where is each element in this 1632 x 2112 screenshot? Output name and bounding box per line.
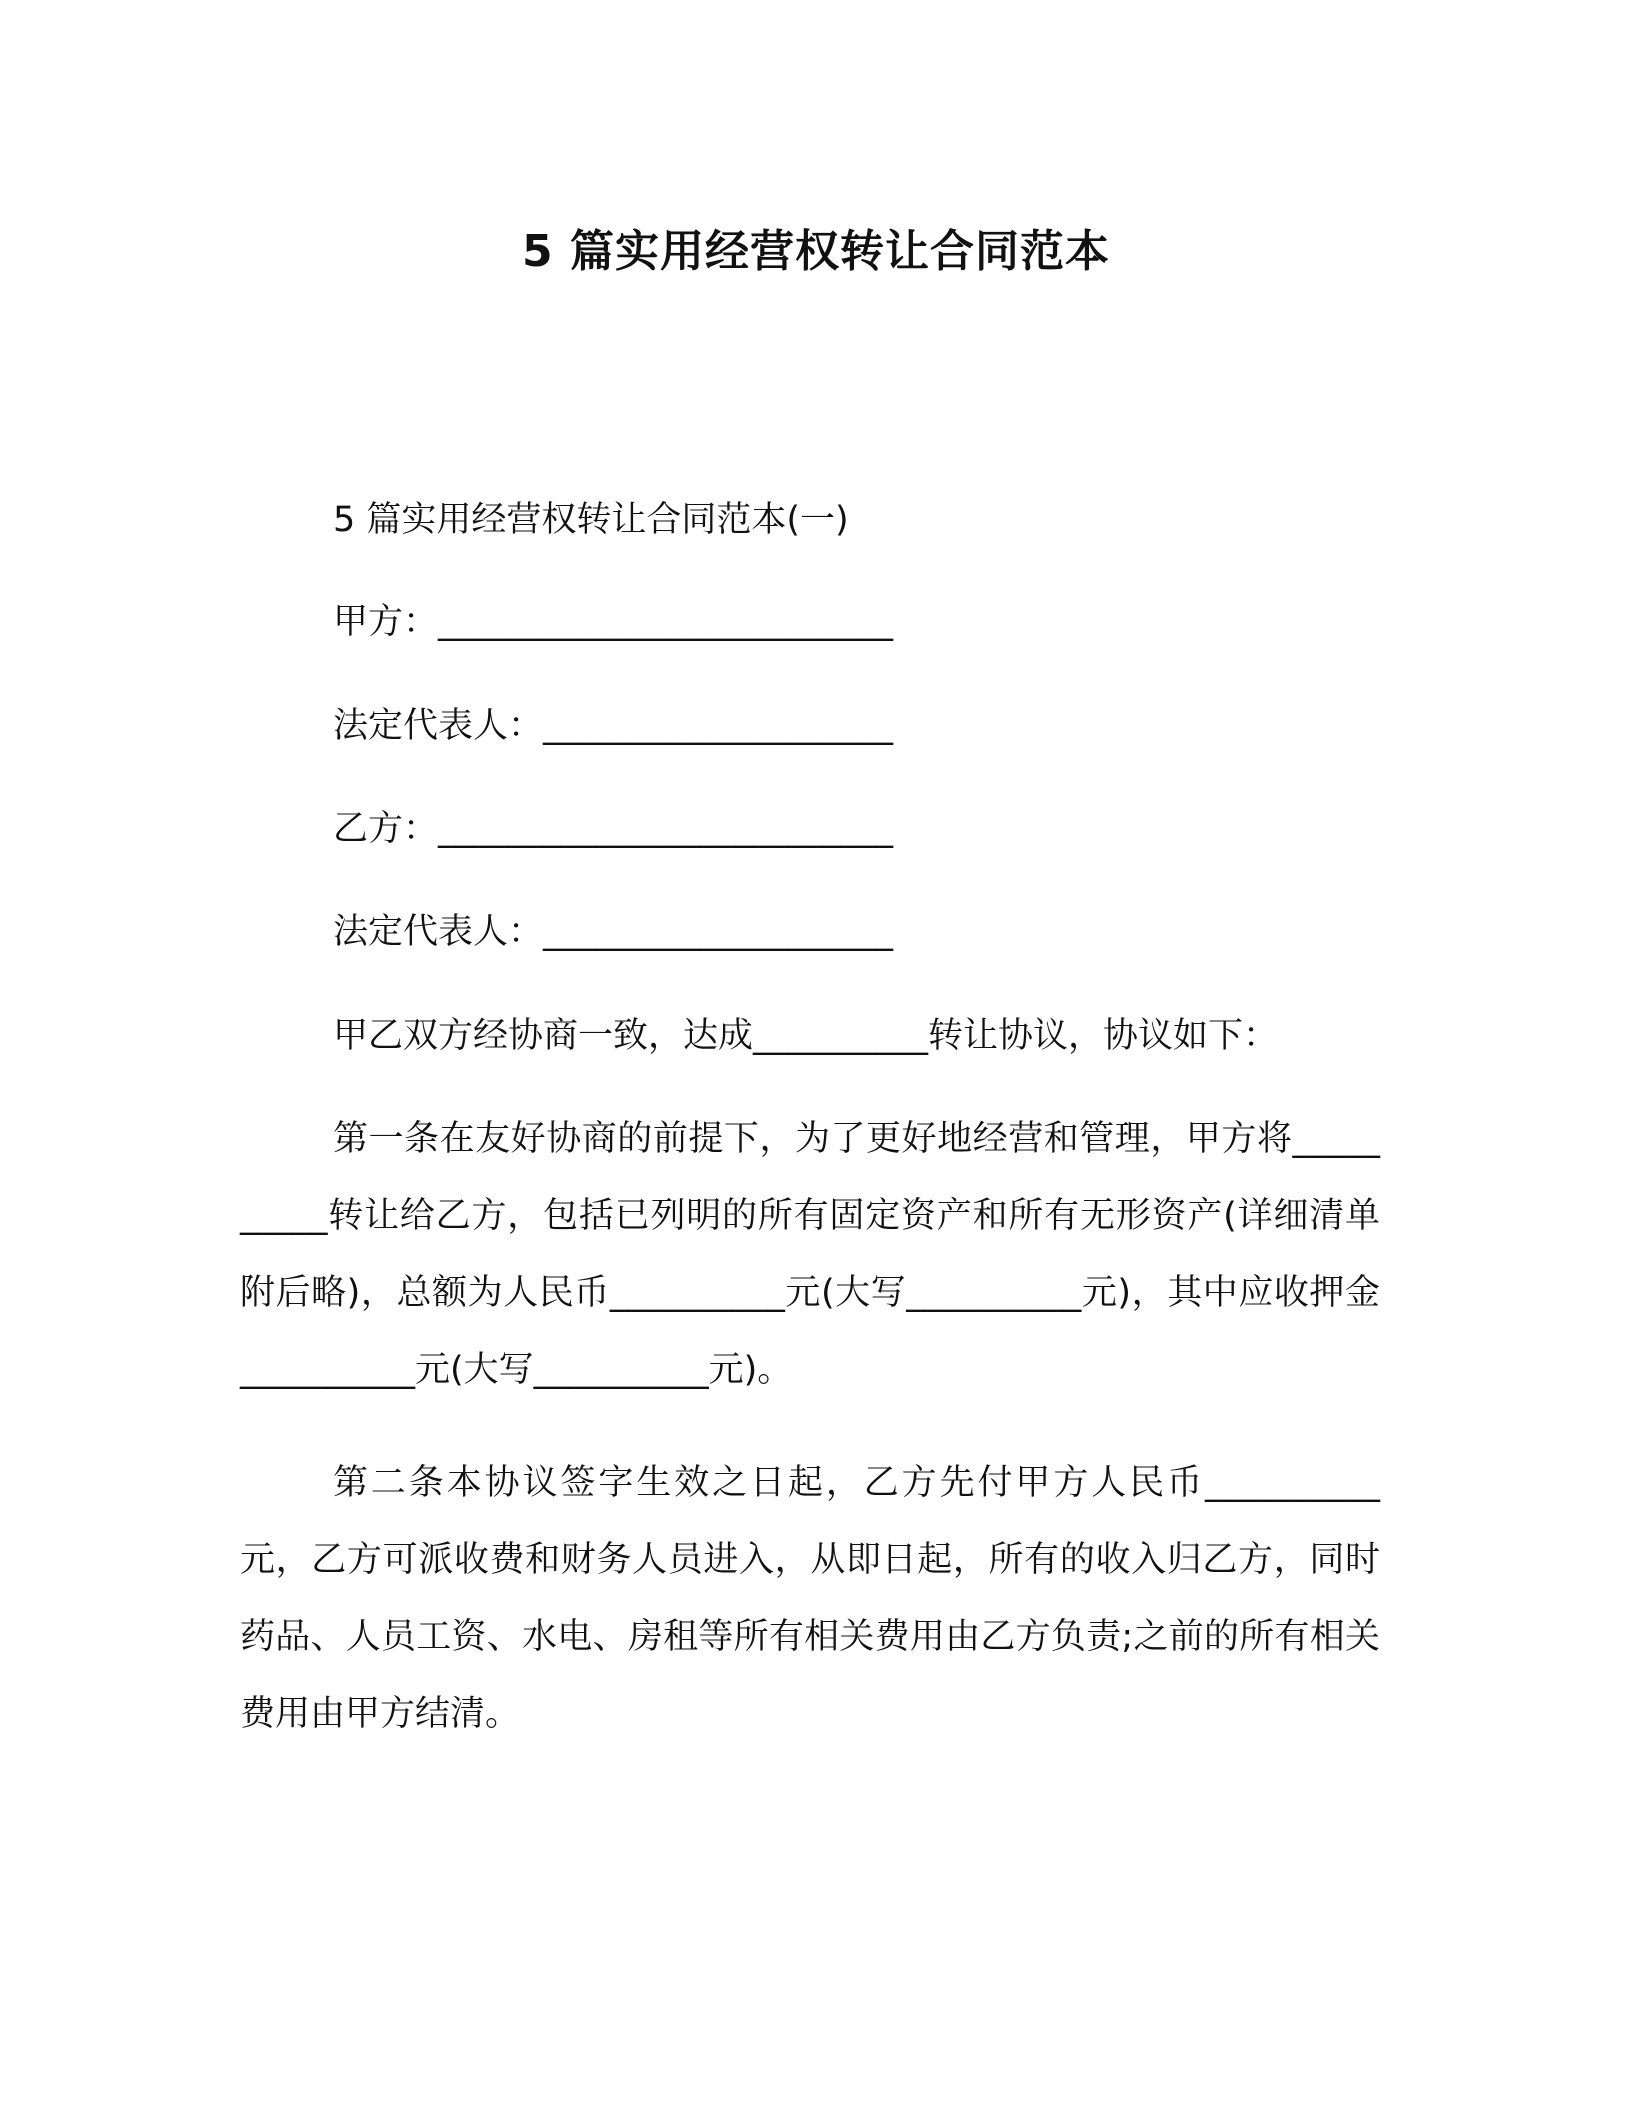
article-2-paragraph: 第二条本协议签字生效之日起，乙方先付甲方人民币__________元，乙方可派收费和财务人员进入，从即日起，所有的收入归乙方，同时药品、人员工资、水电、房租等所有相关费用由乙方负责;之前的所有相关费用由甲方结清。 (240, 1463, 1380, 1734)
article-1-paragraph: 第一条在友好协商的前提下，为了更好地经营和管理，甲方将__________转让给乙方，包括已列明的所有固定资产和所有无形资产(详细清单附后略)，总额为人民币__________元(大写__________元)，其中应收押金__________元(大写__________元)。 (240, 1119, 1380, 1390)
party-a-blank: __________________________ (438, 602, 894, 642)
party-b-blank: __________________________ (438, 809, 894, 849)
agreement-intro: 甲乙双方经协商一致，达成__________转让协议，协议如下： (333, 1016, 1279, 1056)
party-a-representative-line (333, 702, 893, 750)
party-b-representative-label: 法定代表人： (333, 912, 544, 952)
party-b-line (333, 805, 893, 853)
party-a-label: 甲方： (333, 602, 439, 642)
party-a-representative-label: 法定代表人： (333, 706, 544, 746)
party-a-representative-blank: ____________________ (543, 706, 894, 746)
contract-subtitle: 5 篇实用经营权转让合同范本(一) (333, 500, 849, 540)
party-b-representative-line (333, 908, 893, 956)
party-b-representative-blank: ____________________ (543, 912, 894, 952)
party-a-line (333, 598, 893, 646)
document-title: 5 篇实用经营权转让合同范本 (522, 226, 1110, 277)
party-b-label: 乙方： (333, 809, 439, 849)
